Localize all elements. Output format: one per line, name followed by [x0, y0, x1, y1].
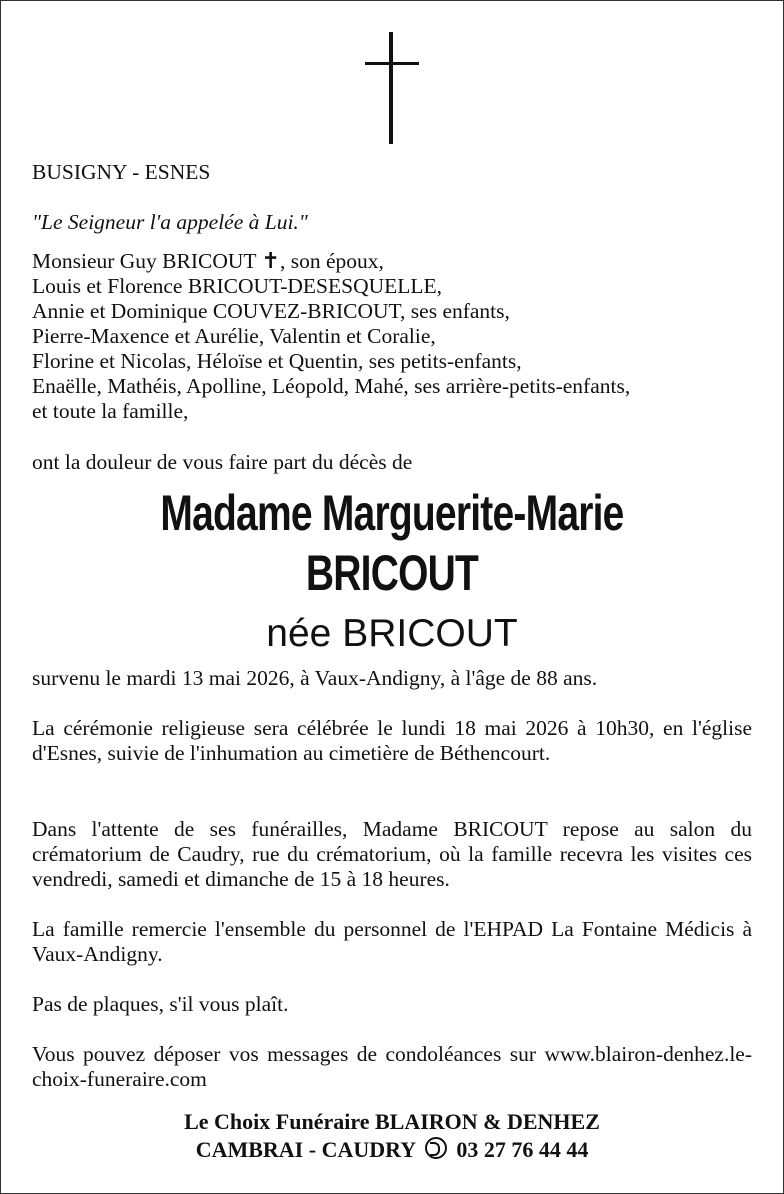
family-line-1: Monsieur Guy BRICOUT ✝, son époux, — [32, 249, 384, 274]
family-line-7: et toute la famille, — [32, 399, 189, 423]
deceased-name: Madame Marguerite-Marie — [160, 485, 624, 541]
family-line-6: Enaëlle, Mathéis, Apolline, Léopold, Mahé, ses arrière-petits-enfants, — [32, 374, 631, 398]
family-line-2: Louis et Florence BRICOUT-DESESQUELLE, — [32, 274, 443, 298]
place-heading: BUSIGNY - ESNES — [32, 160, 211, 184]
death-info: survenu le mardi 13 mai 2026, à Vaux-Andigny, à l'âge de 88 ans. — [32, 666, 598, 690]
announcement: ont la douleur de vous faire part du décès de — [32, 450, 413, 474]
salon-info: Dans l'attente de ses funérailles, Madame BRICOUT repose au salon du crématorium de Caudry, rue du crématorium, où la famille recevra les visites ces vendredi, samedi et dimanche de 15 à 18 heures. — [32, 817, 752, 891]
family-line-4: Pierre-Maxence et Aurélie, Valentin et Coralie, — [32, 324, 436, 348]
deceased-surname: BRICOUT — [305, 545, 479, 601]
plaques-note: Pas de plaques, s'il vous plaît. — [32, 992, 289, 1016]
family-list — [32, 249, 752, 424]
ceremony-info: La cérémonie religieuse sera célébrée le lundi 18 mai 2026 à 10h30, en l'église d'Esnes, suivie de l'inhumation au cimetière de Béthencourt. — [32, 716, 752, 765]
funeral-home-phone: 03 27 76 44 44 — [456, 1137, 589, 1162]
funeral-home-cities: CAMBRAI - CAUDRY — [195, 1137, 416, 1162]
small-cross-icon: ✝ — [261, 249, 280, 274]
latin-cross-icon — [365, 32, 419, 146]
funeral-home-contact — [0, 1136, 784, 1164]
funeral-home-name: Le Choix Funéraire BLAIRON & DENHEZ — [184, 1109, 600, 1134]
scripture-quote: "Le Seigneur l'a appelée à Lui." — [32, 210, 308, 234]
telephone-icon — [425, 1137, 447, 1159]
thanks-info: La famille remercie l'ensemble du personnel de l'EHPAD La Fontaine Médicis à Vaux-Andigny. — [32, 917, 752, 966]
family-line-3: Annie et Dominique COUVEZ-BRICOUT, ses enfants, — [32, 299, 510, 323]
condolences-info: Vous pouvez déposer vos messages de condoléances sur www.blairon-denhez.le-choix-funeraire.com — [32, 1042, 752, 1091]
maiden-name: née BRICOUT — [266, 612, 518, 655]
family-line-5: Florine et Nicolas, Héloïse et Quentin, ses petits-enfants, — [32, 349, 522, 373]
